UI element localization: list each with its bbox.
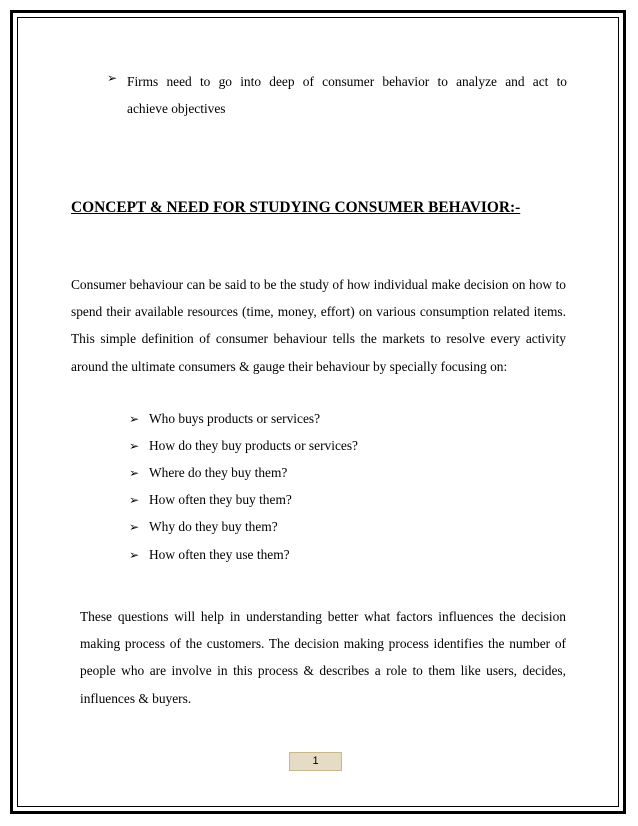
list-item: ➢ How often they use them?: [129, 541, 358, 568]
arrow-bullet-icon: ➢: [129, 411, 140, 426]
list-item: ➢ Where do they buy them?: [129, 459, 358, 486]
page-number: 1: [289, 752, 342, 771]
arrow-bullet-icon: ➢: [107, 71, 118, 85]
list-item: ➢ Who buys products or services?: [129, 405, 358, 432]
section-heading: CONCEPT & NEED FOR STUDYING CONSUMER BEHAVIOR:-: [71, 199, 521, 216]
closing-paragraph: These questions will help in understanding better what factors influences the decision making process of the customers. The decision making process identifies the number of people who are involve in this process & describes a role to them like users, decides, influences & buyers.: [80, 609, 566, 706]
arrow-bullet-icon: ➢: [129, 547, 140, 562]
list-item: ➢ How do they buy products or services?: [129, 432, 358, 459]
arrow-bullet-icon: ➢: [129, 520, 140, 535]
list-item: ➢ Why do they buy them?: [129, 514, 358, 541]
questions-list: [129, 405, 358, 568]
list-item: ➢ How often they buy them?: [129, 487, 358, 514]
top-bullet-line2: achieve objectives: [127, 101, 226, 117]
arrow-bullet-icon: ➢: [129, 438, 140, 453]
top-bullet: [107, 68, 567, 122]
top-bullet-line1: Firms need to go into deep of consumer behavior to analyze and act to: [127, 74, 567, 89]
intro-paragraph: Consumer behaviour can be said to be the study of how individual make decision on how to spend their available resources (time, money, effort) on various consumption related items. This simple definition of consumer behaviour tells the markets to resolve every activity around the ultimate consumers & gauge their behaviour by specially focusing on:: [71, 277, 566, 374]
arrow-bullet-icon: ➢: [129, 465, 140, 480]
arrow-bullet-icon: ➢: [129, 493, 140, 508]
